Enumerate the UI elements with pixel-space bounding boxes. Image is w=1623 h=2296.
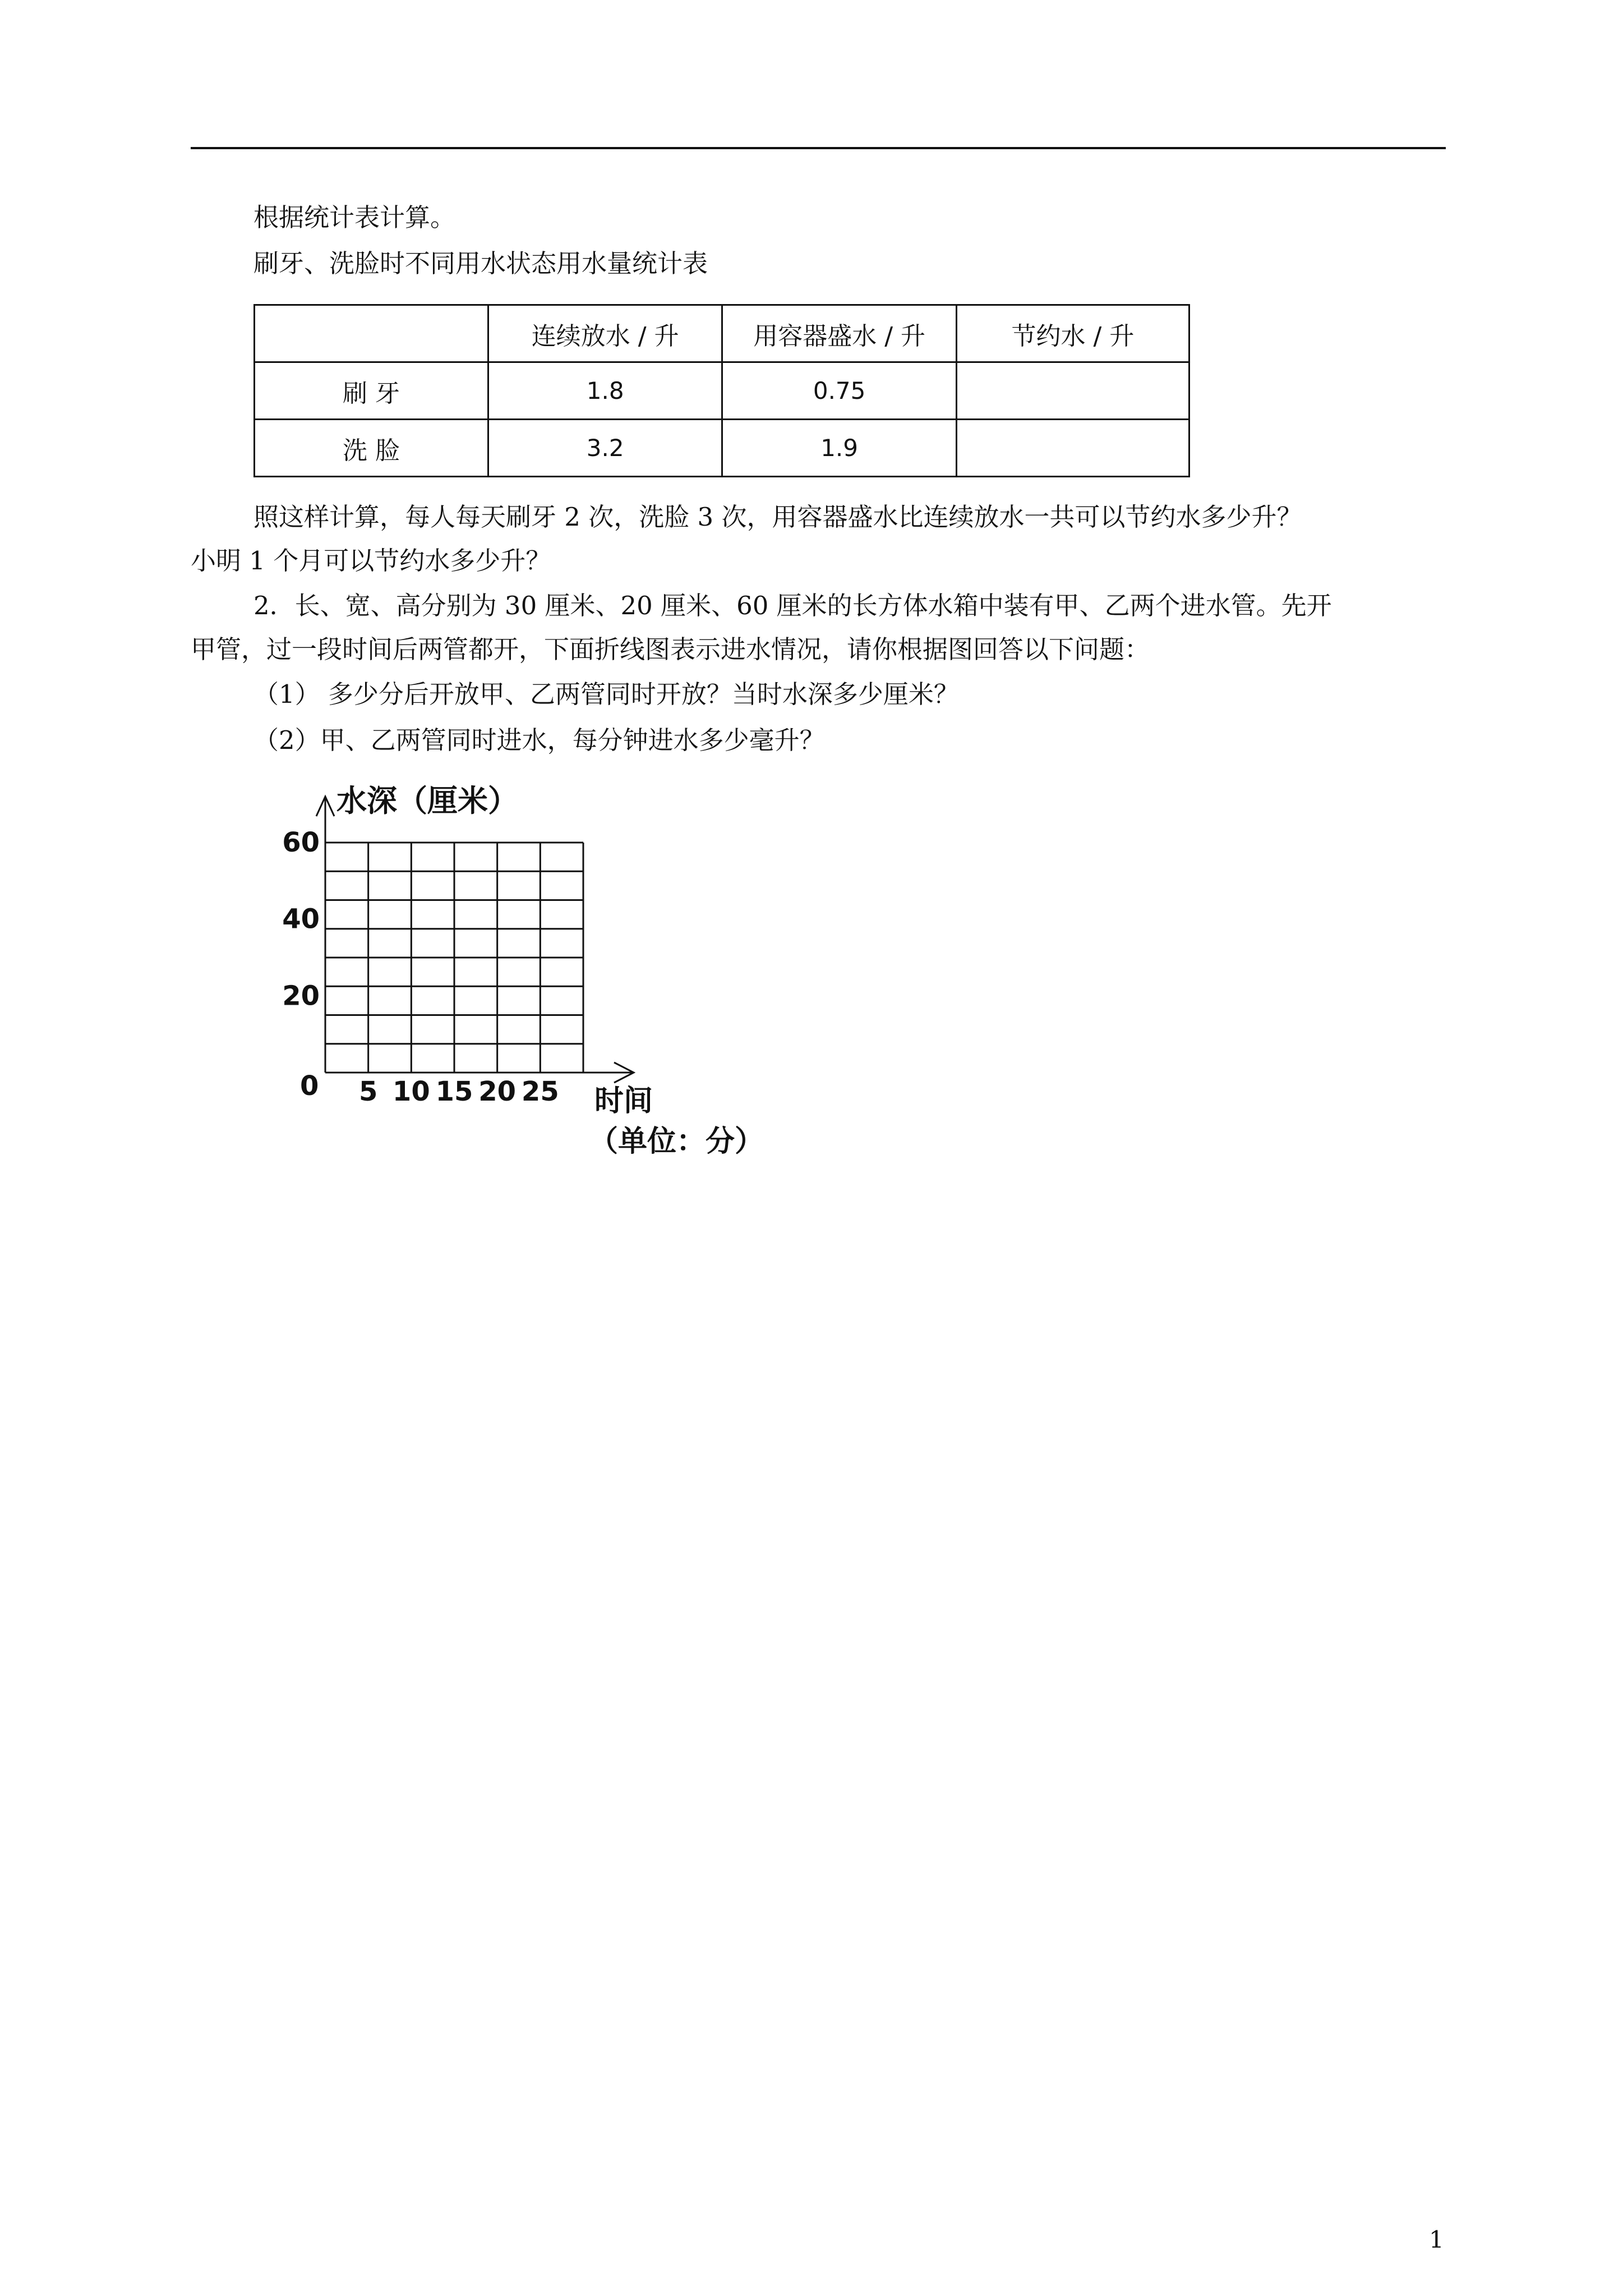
chart-axes [316,797,634,1083]
header-cell-saved: 节约水 / 升 [956,305,1189,362]
chart-tick-labels [282,827,559,1107]
header-cell-empty [255,305,488,362]
water-depth-chart [258,774,830,1167]
header-cell-continuous: 连续放水 / 升 [488,305,722,362]
origin-label: 0 [300,1070,319,1102]
y-tick-label: 20 [282,980,320,1012]
intro-text: 根据统计表计算。 [253,203,456,232]
x-tick-label: 5 [358,1076,378,1107]
water-usage-table [253,304,1190,477]
question-2-sub-1: （1） 多少分后开放甲、乙两管同时开放？当时水深多少厘米？ [253,679,959,709]
cell-saved [956,362,1189,420]
row-label-brush-teeth: 刷 牙 [255,362,488,420]
table-row [255,362,1189,420]
x-axis-unit-label: （单位：分） [589,1125,764,1158]
table-row [255,420,1189,477]
chart-grid [325,843,583,1073]
question-1-line-1: 照这样计算，每人每天刷牙 2 次，洗脸 3 次，用容器盛水比连续放水一共可以节约水多少升？ [253,502,1302,532]
y-tick-label: 40 [282,903,320,935]
cell-container: 1.9 [722,420,957,477]
x-tick-label: 25 [521,1076,559,1107]
table-title: 刷牙、洗脸时不同用水状态用水量统计表 [253,249,708,278]
x-tick-label: 20 [478,1076,517,1107]
x-axis-label: 时间 [594,1084,653,1118]
question-2-sub-2: （2）甲、乙两管同时进水，每分钟进水多少毫升？ [253,725,825,755]
question-2-line-2: 甲管，过一段时间后两管都开，下面折线图表示进水情况，请你根据图回答以下问题： [191,634,1150,664]
question-1-line-2: 小明 1 个月可以节约水多少升？ [191,546,551,576]
y-axis-label: 水深（厘米） [336,783,518,818]
cell-continuous: 1.8 [488,362,722,420]
row-label-wash-face: 洗 脸 [255,420,488,477]
x-tick-label: 10 [392,1076,430,1107]
header-cell-container: 用容器盛水 / 升 [722,305,957,362]
table-header-row [255,305,1189,362]
cell-continuous: 3.2 [488,420,722,477]
y-tick-label: 60 [282,827,320,858]
x-tick-label: 15 [435,1076,473,1107]
header-rule [191,147,1446,149]
page-number: 1 [1429,2226,1444,2253]
cell-saved [956,420,1189,477]
question-2-line-1: 2．长、宽、高分别为 30 厘米、20 厘米、60 厘米的长方体水箱中装有甲、乙两个进水管。先开 [253,591,1332,620]
cell-container: 0.75 [722,362,957,420]
